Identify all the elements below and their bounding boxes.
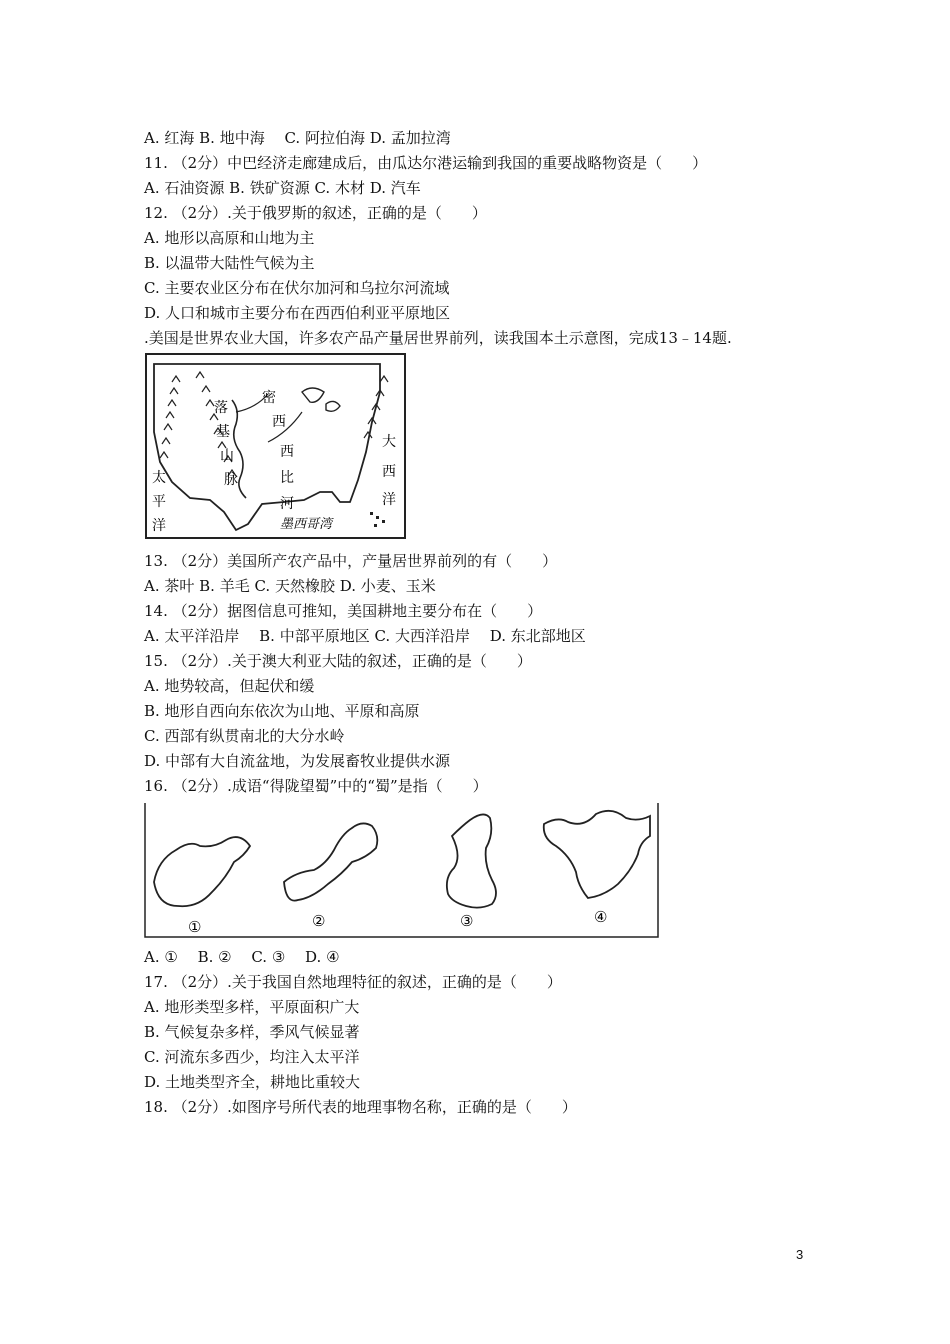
option-a: A. 地形类型多样，平原面积广大: [144, 998, 360, 1016]
question-11: 11. （2分）中巴经济走廊建成后，由瓜达尔港运输到我国的重要战略物资是（ ）: [144, 154, 708, 172]
option-c: C. 西部有纵贯南北的大分水岭: [144, 727, 345, 745]
province-label-3: ③: [460, 912, 474, 930]
province-shape-2: [284, 823, 377, 900]
map-label: 密: [262, 390, 276, 406]
province-shapes-figure: [144, 802, 660, 940]
province-label-2: ②: [312, 912, 326, 930]
map-label: 山: [220, 448, 234, 464]
map-label: 平: [152, 494, 166, 510]
options-13: A. 茶叶 B. 羊毛 C. 天然橡胶 D. 小麦、玉米: [144, 577, 436, 595]
map-label: 西: [272, 414, 286, 430]
map-label: 西: [382, 464, 396, 480]
text-line: A. 红海 B. 地中海 C. 阿拉伯海 D. 孟加拉湾: [144, 129, 451, 147]
option-c: C. 主要农业区分布在伏尔加河和乌拉尔河流域: [144, 279, 450, 297]
map-label-gulf: 墨西哥湾: [280, 517, 333, 532]
province-shape-4: [544, 811, 650, 898]
option-a: A. 地势较高，但起伏和缓: [144, 677, 315, 695]
options-14: A. 太平洋沿岸 B. 中部平原地区 C. 大西洋沿岸 D. 东北部地区: [144, 627, 586, 645]
map-label: 脉: [224, 472, 238, 488]
map-label: 落: [214, 400, 228, 416]
question-13: 13. （2分）美国所产农产品中，产量居世界前列的有（ ）: [144, 552, 558, 570]
option-b: B. 以温带大陆性气候为主: [144, 254, 315, 272]
question-16: 16. （2分）.成语“得陇望蜀”中的“蜀”是指（ ）: [144, 777, 488, 795]
map-label: 大: [382, 434, 396, 450]
option-c: C. 河流东多西少，均注入太平洋: [144, 1048, 360, 1066]
text-line: A. 石油资源 B. 铁矿资源 C. 木材 D. 汽车: [144, 179, 421, 197]
province-shape-1: [154, 837, 250, 906]
map-label: 洋: [152, 518, 166, 534]
option-d: D. 中部有大自流盆地，为发展畜牧业提供水源: [144, 752, 451, 770]
usa-map-figure: [144, 352, 408, 542]
option-b: B. 地形自西向东依次为山地、平原和高原: [144, 702, 420, 720]
map-label: 河: [280, 496, 294, 512]
option-a: A. 地形以高原和山地为主: [144, 229, 315, 247]
province-shape-3: [447, 814, 496, 907]
question-15: 15. （2分）.关于澳大利亚大陆的叙述，正确的是（ ）: [144, 652, 532, 670]
map-label: 太: [152, 470, 166, 486]
map-label: 基: [216, 424, 230, 440]
province-label-4: ④: [594, 908, 608, 926]
question-18: 18. （2分）.如图序号所代表的地理事物名称，正确的是（ ）: [144, 1098, 577, 1116]
question-17: 17. （2分）.关于我国自然地理特征的叙述，正确的是（ ）: [144, 973, 562, 991]
question-14: 14. （2分）据图信息可推知，美国耕地主要分布在（ ）: [144, 602, 543, 620]
option-d: D. 土地类型齐全，耕地比重较大: [144, 1073, 361, 1091]
page-number: 3: [796, 1247, 804, 1262]
option-b: B. 气候复杂多样，季风气候显著: [144, 1023, 360, 1041]
map-label: 洋: [382, 492, 396, 508]
option-d: D. 人口和城市主要分布在西西伯利亚平原地区: [144, 304, 451, 322]
question-12: 12. （2分）.关于俄罗斯的叙述，正确的是（ ）: [144, 204, 487, 222]
province-label-1: ①: [188, 918, 202, 936]
intro-13-14: .美国是世界农业大国，许多农产品产量居世界前列，读我国本土示意图，完成13﹣14题.: [144, 329, 732, 347]
map-label: 比: [280, 470, 294, 486]
map-label: 西: [280, 444, 294, 460]
options-16: A. ① B. ② C. ③ D. ④: [144, 948, 340, 966]
